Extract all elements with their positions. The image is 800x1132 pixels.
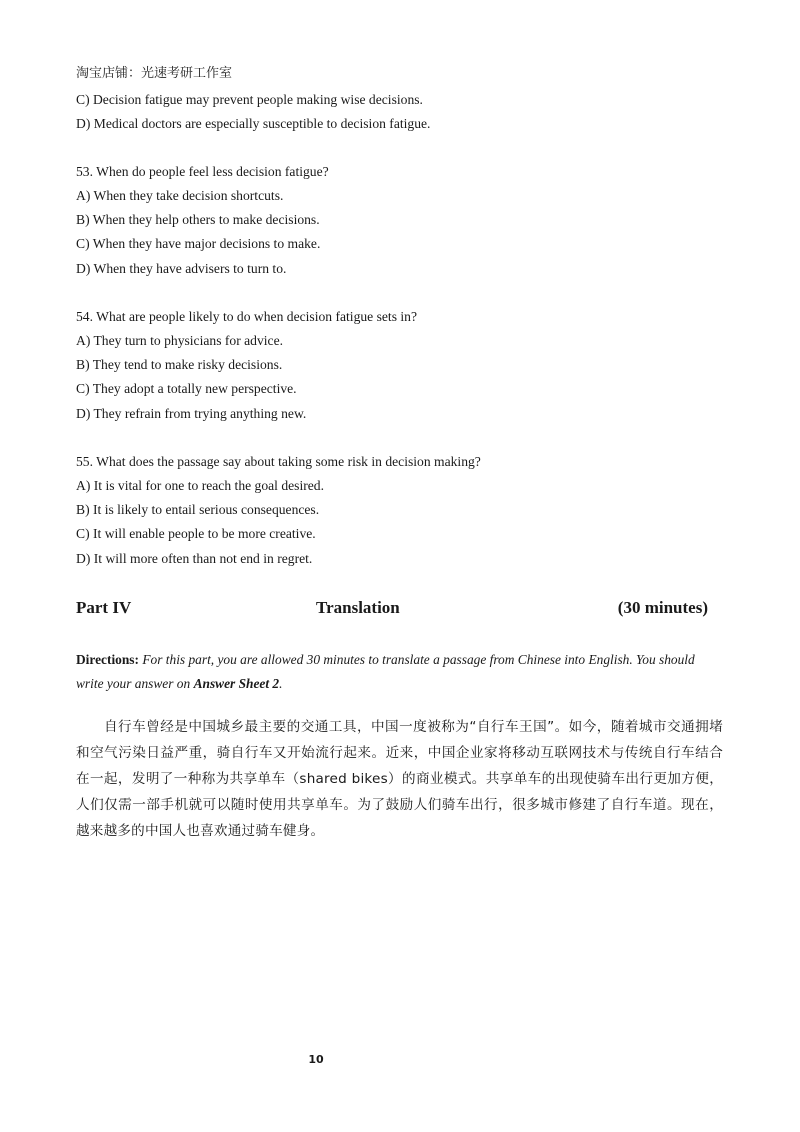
q53-option-a: A) When they take decision shortcuts. — [76, 188, 284, 203]
q53-option-d: D) When they have advisers to turn to. — [76, 261, 287, 276]
q54-option-b: B) They tend to make risky decisions. — [76, 357, 283, 372]
q54-stem: 54. What are people likely to do when decision fatigue sets in? — [76, 309, 418, 324]
answer-sheet-ref: Answer Sheet 2 — [193, 676, 280, 691]
directions-text: For this part, you are allowed 30 minutes to translate a passage from Chinese into English. You should write your answer on — [76, 652, 695, 691]
q55-option-a: A) It is vital for one to reach the goal desired. — [76, 478, 324, 493]
directions — [76, 648, 722, 696]
page-number: 10 — [308, 1053, 324, 1066]
q53-stem: 53. When do people feel less decision fatigue? — [76, 164, 329, 179]
q53-option-c: C) When they have major decisions to make. — [76, 236, 321, 251]
q53-option-b: B) When they help others to make decisions. — [76, 212, 320, 227]
part-number: Part IV — [76, 598, 132, 617]
q55-option-b: B) It is likely to entail serious consequences. — [76, 502, 320, 517]
q54-option-c: C) They adopt a totally new perspective. — [76, 381, 297, 396]
q52-option-d: D) Medical doctors are especially susceptible to decision fatigue. — [76, 116, 431, 131]
part-heading — [76, 598, 708, 622]
q52-option-c: C) Decision fatigue may prevent people making wise decisions. — [76, 92, 423, 107]
q54-option-a: A) They turn to physicians for advice. — [76, 333, 283, 348]
part-time: (30 minutes) — [617, 598, 708, 617]
q55-option-c: C) It will enable people to be more creative. — [76, 526, 316, 541]
q55-option-d: D) It will more often than not end in regret. — [76, 551, 313, 566]
q55-stem: 55. What does the passage say about taking some risk in decision making? — [76, 454, 481, 469]
translation-passage: 自行车曾经是中国城乡最主要的交通工具，中国一度被称为“自行车王国”。如今，随着城市交通拥堵和空气污染日益严重，骑自行车又开始流行起来。近来，中国企业家将移动互联网技术与传统自行车结合在一起，发明了一种称为共享单车（shared bikes）的商业模式。共享单车的出现使骑车出行更加方便，人们仅需一部手机就可以随时使用共享单车。为了鼓励人们骑车出行，很多城市修建了自行车道。现在，越来越多的中国人也喜欢通过骑车健身。 — [76, 719, 723, 839]
page-header: 淘宝店铺：光速考研工作室 — [76, 66, 233, 81]
part-title: Translation — [316, 598, 400, 617]
directions-end: . — [279, 676, 283, 691]
directions-label: Directions: — [76, 652, 139, 667]
q54-option-d: D) They refrain from trying anything new. — [76, 406, 307, 421]
